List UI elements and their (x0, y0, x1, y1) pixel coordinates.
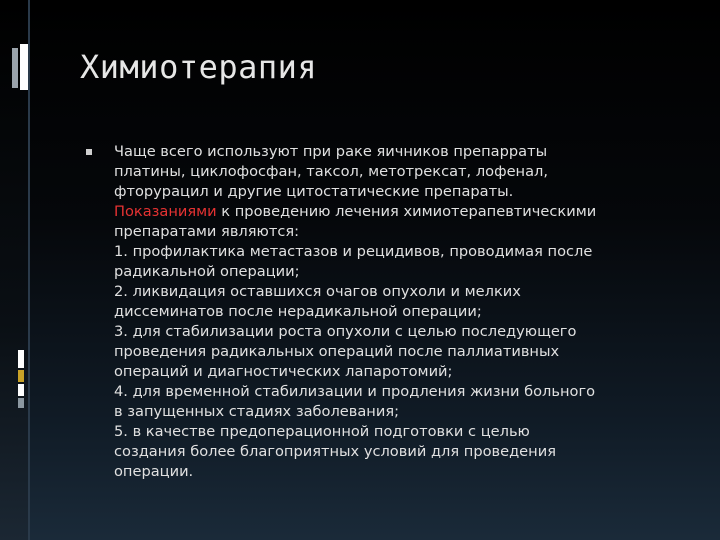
decor-block (20, 44, 28, 90)
text-line: 4. для временной стабилизации и продления жизни больного (114, 383, 596, 400)
text-line: операций и диагностических лапаротомий; (114, 363, 453, 380)
text-line: операции. (114, 463, 194, 480)
text-line: 1. профилактика метастазов и рецидивов, проводимая после (114, 243, 593, 260)
accent-word: Показаниями (114, 203, 217, 220)
bullet-icon (86, 149, 92, 155)
decor-block (18, 384, 24, 396)
text-line: 3. для стабилизации роста опухоли с целью последующего (114, 323, 577, 340)
text-line: Чаще всего используют при раке яичников препарраты (114, 143, 548, 160)
decorative-side-bar (0, 0, 28, 540)
slide-title: Химиотерапия (80, 48, 318, 86)
text-line: создания более благоприятных условий для проведения (114, 443, 556, 460)
text-line: радикальной операции; (114, 263, 300, 280)
slide-content (88, 142, 698, 482)
text-line: 5. в качестве предоперационной подготовки с целью (114, 423, 530, 440)
bullet-paragraph (114, 142, 698, 482)
text-line: 2. ликвидация оставшихся очагов опухоли и мелких (114, 283, 521, 300)
text-line: проведения радикальных операций после паллиативных (114, 343, 560, 360)
text-line: фторурацил и другие цитостатические препараты. (114, 183, 514, 200)
text-line-with-accent (114, 202, 698, 222)
text-line: платины, циклофосфан, таксол, метотрексат, лофенал, (114, 163, 549, 180)
decor-block (18, 370, 24, 382)
text-fragment: к проведению лечения химиотерапевтическими (216, 203, 597, 220)
text-line: препаратами являются: (114, 223, 300, 240)
decor-block (18, 350, 24, 368)
decor-block (18, 398, 24, 408)
text-line: в запущенных стадиях заболевания; (114, 403, 400, 420)
decor-divider (28, 0, 30, 540)
decor-block (12, 48, 18, 88)
text-line: диссеминатов после нерадикальной операции; (114, 303, 482, 320)
